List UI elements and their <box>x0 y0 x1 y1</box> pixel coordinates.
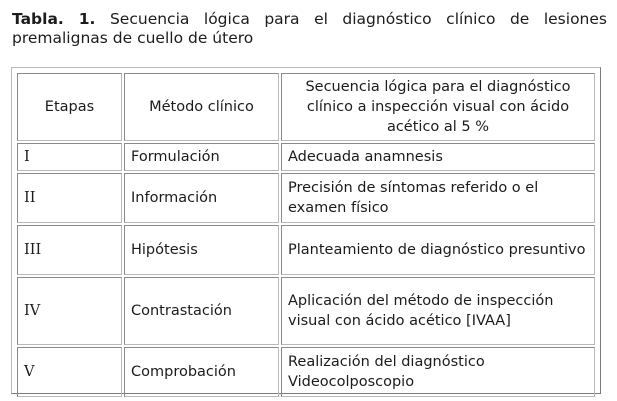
stage-cell: V <box>17 347 122 397</box>
stage-cell: IV <box>17 277 122 345</box>
sequence-cell: Precisión de síntomas referido o el examen físico <box>281 173 595 223</box>
sequence-cell: Realización del diagnóstico Videocolposcopio <box>281 347 595 397</box>
stage-cell: III <box>17 225 122 275</box>
header-secuencia <box>281 73 595 141</box>
table-title: Secuencia lógica para el diagnóstico clínico de lesiones premalignas de cuello de útero <box>12 10 607 47</box>
header-metodo-clinico: Método clínico <box>124 73 279 141</box>
method-cell: Hipótesis <box>124 225 279 275</box>
header-etapas: Etapas <box>17 73 122 141</box>
method-cell: Contrastación <box>124 277 279 345</box>
sequence-cell: Adecuada anamnesis <box>281 143 595 171</box>
method-cell: Información <box>124 173 279 223</box>
stage-cell: II <box>17 173 122 223</box>
table-row <box>17 347 595 397</box>
method-cell: Comprobación <box>124 347 279 397</box>
header-secuencia-text: Secuencia lógica para el diagnóstico clínico a inspección visual con ácido acético al 5 % <box>305 79 571 135</box>
table-row <box>17 277 595 345</box>
sequence-cell: Planteamiento de diagnóstico presuntivo <box>281 225 595 275</box>
stage-cell: I <box>17 143 122 171</box>
sequence-cell: Aplicación del método de inspección visual con ácido acético [IVAA] <box>281 277 595 345</box>
table-row <box>17 225 595 275</box>
diagnosis-sequence-table <box>15 71 597 399</box>
table-frame <box>11 67 601 394</box>
table-row <box>17 173 595 223</box>
table-row <box>17 143 595 171</box>
table-label: Tabla. 1. <box>12 10 96 28</box>
table-header-row <box>17 73 595 141</box>
table-caption <box>12 10 607 48</box>
method-cell: Formulación <box>124 143 279 171</box>
